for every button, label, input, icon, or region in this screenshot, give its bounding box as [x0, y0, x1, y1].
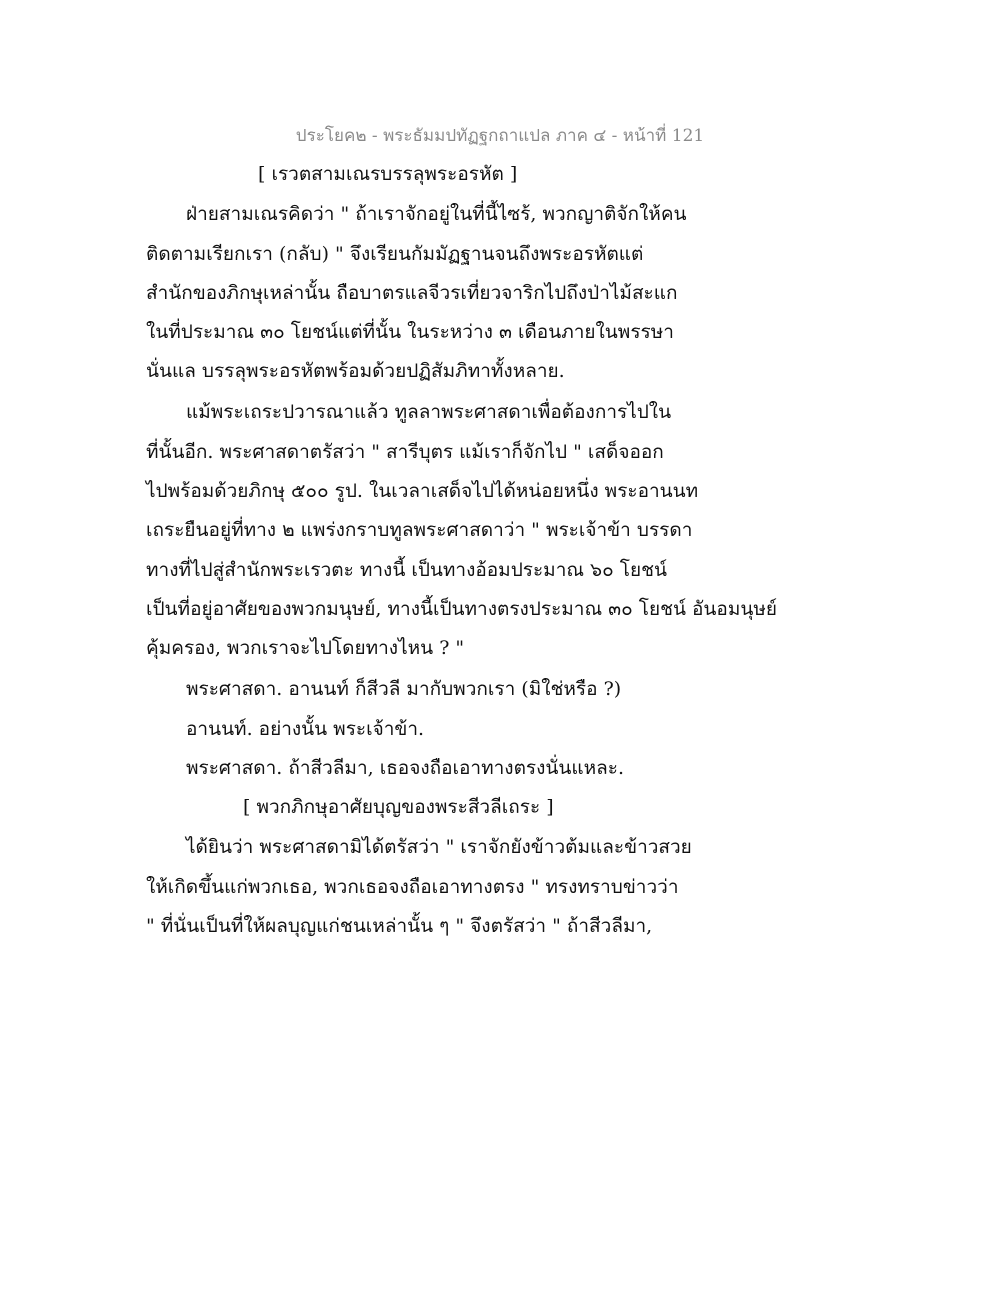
paragraph-line: นั่นแล บรรลุพระอรหัตพร้อมด้วยปฏิสัมภิทาทั้งหลาย.: [146, 360, 565, 382]
dialogue-line: พระศาสดา. อานนท์ ก็สีวลี มากับพวกเรา (มิใช่หรือ ?): [186, 678, 622, 700]
dialogue-line: อานนท์. อย่างนั้น พระเจ้าข้า.: [186, 718, 425, 740]
dialogue-line: พระศาสดา. ถ้าสีวลีมา, เธอจงถือเอาทางตรงนั่นแหละ.: [186, 757, 625, 779]
paragraph-line: สำนักของภิกษุเหล่านั้น ถือบาตรแลจีวรเที่ยวจาริกไปถึงป่าไม้สะแก: [146, 282, 678, 304]
paragraph-line: แม้พระเถระปวารณาแล้ว ทูลลาพระศาสดาเพื่อต้องการไปใน: [186, 401, 672, 423]
section-title: [ พวกภิกษุอาศัยบุญของพระสีวลีเถระ ]: [243, 796, 554, 818]
paragraph-line: ในที่ประมาณ ๓๐ โยชน์แต่ที่นั้น ในระหว่าง ๓ เดือนภายในพรรษา: [146, 321, 674, 343]
paragraph-line: เป็นที่อยู่อาศัยของพวกมนุษย์, ทางนี้เป็นทางตรงประมาณ ๓๐ โยชน์ อันอมนุษย์: [146, 598, 777, 620]
paragraph-line: ทางที่ไปสู่สำนักพระเรวตะ ทางนี้ เป็นทางอ้อมประมาณ ๖๐ โยชน์: [146, 559, 667, 581]
paragraph-line: " ที่นั่นเป็นที่ให้ผลบุญแก่ชนเหล่านั้น ๆ " จึงตรัสว่า " ถ้าสีวลีมา,: [146, 915, 653, 937]
paragraph-line: ติดตามเรียกเรา (กลับ) " จึงเรียนกัมมัฏฐานจนถึงพระอรหัตแต่: [146, 243, 644, 265]
paragraph-line: ให้เกิดขึ้นแก่พวกเธอ, พวกเธอจงถือเอาทางตรง " ทรงทราบข่าวว่า: [146, 876, 679, 898]
paragraph-line: ฝ่ายสามเณรคิดว่า " ถ้าเราจักอยู่ในที่นี้ไซร้, พวกญาติจักให้คน: [186, 203, 687, 225]
paragraph-line: ได้ยินว่า พระศาสดามิได้ตรัสว่า " เราจักยังข้าวต้มและข้าวสวย: [186, 836, 692, 858]
section-title: [ เรวตสามเณรบรรลุพระอรหัต ]: [258, 163, 518, 185]
paragraph-line: ที่นั้นอีก. พระศาสดาตรัสว่า " สารีบุตร แม้เราก็จักไป " เสด็จออก: [146, 441, 664, 463]
page-header: ประโยค๒ - พระธัมมปทัฏฐกถาแปล ภาค ๔ - หน้าที่ 121: [295, 126, 705, 146]
paragraph-line: ไปพร้อมด้วยภิกษุ ๕๐๐ รูป. ในเวลาเสด็จไปได้หน่อยหนึ่ง พระอานนท: [146, 480, 699, 502]
paragraph-line: คุ้มครอง, พวกเราจะไปโดยทางไหน ? ": [146, 637, 465, 659]
paragraph-line: เถระยืนอยู่ที่ทาง ๒ แพร่งกราบทูลพระศาสดาว่า " พระเจ้าข้า บรรดา: [146, 519, 693, 541]
